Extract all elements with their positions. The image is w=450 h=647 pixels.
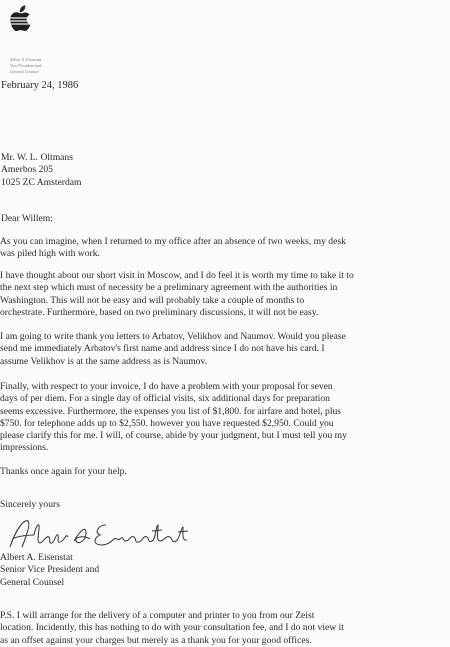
postscript-line: as an offset against your charges but merely as a thank you for your good offices. [0,634,312,646]
recipient-city: 1025 ZC Amsterdam [1,176,82,188]
handwritten-signature [6,511,236,557]
signer-name: Albert A. Eisenstat [0,552,73,563]
body-paragraph [0,270,354,319]
letterhead-title: General Counsel [10,69,39,74]
closing: Sincerely yours [0,499,60,510]
body-paragraph [0,236,346,261]
paragraph-line: days of per diem. For a single day of official visits, six additional days for preparation [0,393,330,405]
signer-title: General Counsel [0,576,65,588]
body-paragraph [0,331,346,368]
body-paragraph [0,381,347,455]
paragraph-line: the next step which must of necessity be a preliminary agreement with the authorities in [0,282,338,294]
postscript-line: P.S. I will arrange for the delivery of a computer and printer to you from our Zeist [0,610,315,621]
salutation: Dear Willem: [1,213,53,224]
signer-block [0,552,99,589]
paragraph-line: I have thought about our short visit in Moscow, and I do feel it is worth my time to take it to [0,270,354,281]
letterhead-name: Albert A. Eisenstat [10,57,42,62]
letterhead-title: Vice President and [10,63,42,68]
paragraph-line: please clarify this for me. I will, of course, abide by your judgment, but I must tell you my [0,430,347,442]
paragraph-line: As you can imagine, when I returned to my office after an absence of two weeks, my desk [0,236,346,247]
thanks-line: Thanks once again for your help. [0,466,127,477]
postscript [0,610,344,647]
letter-date: February 24, 1986 [1,80,79,91]
recipient-street: Amerbos 205 [1,164,53,176]
paragraph-line: $750. for telephone adds up to $2,550. however you have requested $2,950. Could you [0,417,334,429]
paragraph-line: orchestrate. Furthermore, based on two preliminary discussions, it will not be easy. [0,306,319,318]
paragraph-line: seems excessive. Furthermore, the expenses you list of $1,800. for airfare and hotel, plus [0,405,342,417]
paragraph-line: was piled high with work. [0,248,100,260]
paragraph-line: Finally, with respect to your invoice, I do have a problem with your proposal for seven [0,381,333,392]
paragraph-line: assume Velikhov is at the same address as is Naumov. [0,355,208,367]
paragraph-line: I am going to write thank you letters to Arbatov, Velikhov and Naumov. Would you please [0,331,346,342]
recipient-name: Mr. W. L. Oltmans [1,152,73,163]
paragraph-line: Washington. This will not be easy and will probably take a couple of months to [0,294,305,306]
apple-logo-icon [8,4,34,32]
postscript-line: location. Incidently, this has nothing to do with your consultation fee, and I do not view it [0,622,344,634]
paragraph-line: send me immediately Arbatov's first name and address since I do not have his card. I [0,343,325,355]
recipient-address [1,152,81,189]
letterhead [10,57,41,75]
paragraph-line: impressions. [0,442,49,454]
signer-title: Senior Vice President and [0,564,100,576]
